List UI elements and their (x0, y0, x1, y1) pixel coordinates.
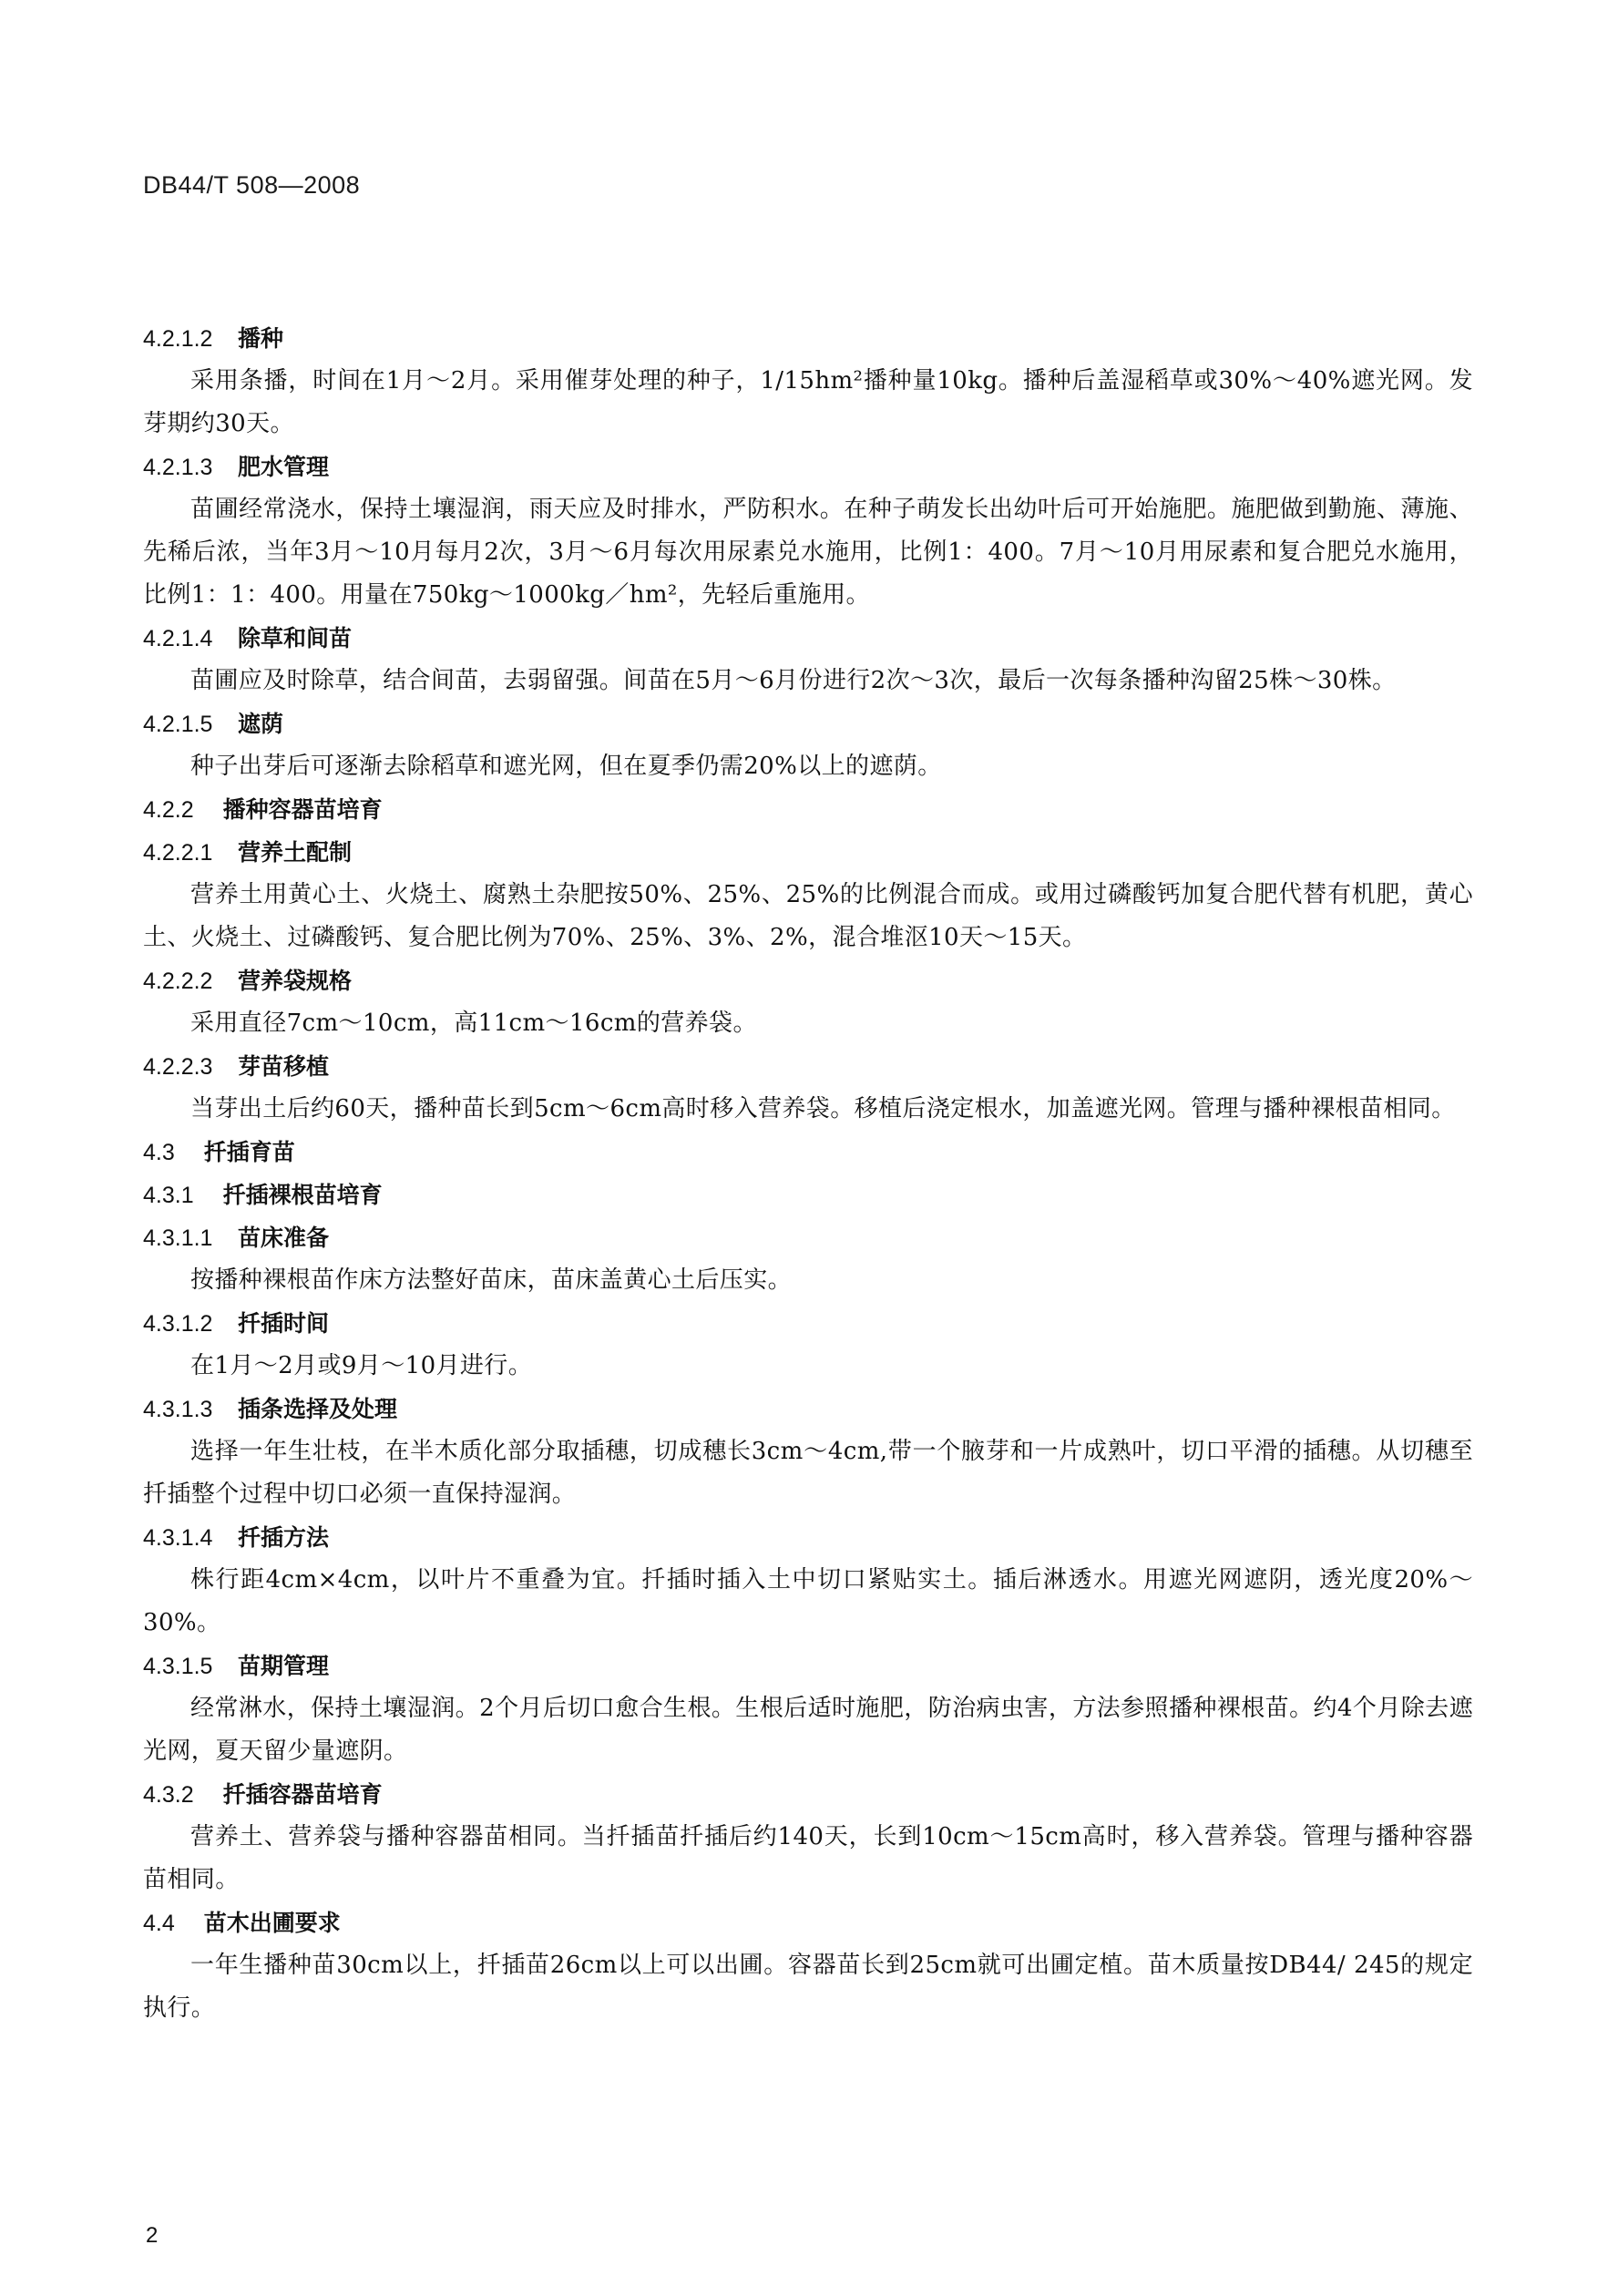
section-number: 4.3.1.1 (143, 1225, 213, 1251)
section-paragraph: 营养土、营养袋与播种容器苗相同。当扦插苗扦插后约140天，长到10cm～15cm高时，移入营养袋。管理与播种容器苗相同。 (143, 1823, 1473, 1893)
section-title: 扦插方法 (238, 1524, 330, 1551)
section-number: 4.2.2 (143, 797, 194, 823)
section-title: 扦插裸根苗培育 (222, 1182, 383, 1208)
section-title: 营养土配制 (238, 839, 353, 866)
section-heading (143, 788, 1473, 831)
document-code: DB44/T 508—2008 (143, 171, 361, 199)
section-heading (143, 1045, 1473, 1088)
section-4-3-1-4 (143, 1516, 1473, 1645)
page-number: 2 (146, 2223, 159, 2248)
section-paragraph: 当芽出土后约60天，播种苗长到5cm～6cm高时移入营养袋。移植后浇定根水，加盖遮光网。管理与播种裸根苗相同。 (190, 1095, 1456, 1122)
section-4-2-1-5 (143, 702, 1473, 788)
section-paragraph: 一年生播种苗30cm以上，扦插苗26cm以上可以出圃。容器苗长到25cm就可出圃定植。苗木质量按DB44/ 245的规定执行。 (143, 1952, 1473, 2022)
section-4-2-1-4 (143, 617, 1473, 702)
section-heading (143, 1216, 1473, 1259)
section-4-3-2 (143, 1773, 1473, 1901)
section-heading (143, 1773, 1473, 1816)
section-title: 扦插容器苗培育 (222, 1781, 383, 1808)
section-4-3-1-2 (143, 1302, 1473, 1388)
section-4-3-1-3 (143, 1388, 1473, 1516)
section-heading (143, 1645, 1473, 1687)
section-paragraph: 株行距4cm×4cm，以叶片不重叠为宜。扦插时插入土中切口紧贴实土。插后淋透水。用遮光网遮阴，透光度20%～30%。 (143, 1566, 1473, 1636)
section-paragraph: 按播种裸根苗作床方法整好苗床，苗床盖黄心土后压实。 (190, 1266, 793, 1294)
section-heading (143, 1302, 1473, 1345)
section-4-2-1-2 (143, 317, 1473, 446)
section-title: 营养袋规格 (238, 968, 353, 994)
section-title: 扦插时间 (238, 1310, 330, 1337)
section-number: 4.3 (143, 1140, 175, 1165)
section-paragraph: 营养土用黄心土、火烧土、腐熟土杂肥按50%、25%、25%的比例混合而成。或用过磷酸钙加复合肥代替有机肥，黄心土、火烧土、过磷酸钙、复合肥比例为70%、25%、3%、2%，混合堆沤10天～15天。 (143, 881, 1473, 951)
section-number: 4.2.1.3 (143, 455, 213, 480)
section-number: 4.3.2 (143, 1782, 194, 1808)
section-4-3-1 (143, 1174, 1473, 1216)
section-4-3-1-1 (143, 1216, 1473, 1302)
section-number: 4.3.1.4 (143, 1525, 213, 1551)
section-4-4 (143, 1901, 1473, 2030)
section-paragraph: 采用条播，时间在1月～2月。采用催芽处理的种子，1/15hm²播种量10kg。播种后盖湿稻草或30%～40%遮光网。发芽期约30天。 (143, 367, 1473, 437)
section-title: 苗木出圃要求 (203, 1910, 341, 1936)
section-heading (143, 446, 1473, 488)
section-paragraph: 经常淋水，保持土壤湿润。2个月后切口愈合生根。生根后适时施肥，防治病虫害，方法参照播种裸根苗。约4个月除去遮光网，夏天留少量遮阴。 (143, 1695, 1473, 1765)
section-heading (143, 1388, 1473, 1430)
section-4-2-2-3 (143, 1045, 1473, 1131)
section-number: 4.2.1.4 (143, 626, 213, 651)
section-title: 播种 (238, 325, 284, 352)
section-heading (143, 1901, 1473, 1944)
section-heading (143, 959, 1473, 1002)
section-title: 播种容器苗培育 (222, 796, 383, 823)
section-heading (143, 1174, 1473, 1216)
section-number: 4.2.2.2 (143, 969, 213, 994)
section-title: 苗期管理 (238, 1653, 330, 1679)
section-paragraph: 苗圃应及时除草，结合间苗，去弱留强。间苗在5月～6月份进行2次～3次，最后一次每条播种沟留25株～30株。 (190, 667, 1397, 694)
section-heading (143, 617, 1473, 660)
section-number: 4.3.1.5 (143, 1654, 213, 1679)
section-4-2-2-1 (143, 831, 1473, 959)
document-body (143, 317, 1473, 2030)
section-paragraph: 采用直径7cm～10cm，高11cm～16cm的营养袋。 (190, 1010, 757, 1037)
section-title: 插条选择及处理 (238, 1396, 398, 1422)
section-number: 4.2.2.3 (143, 1054, 213, 1080)
section-paragraph: 苗圃经常浇水，保持土壤湿润，雨天应及时排水，严防积水。在种子萌发长出幼叶后可开始施肥。施肥做到勤施、薄施、先稀后浓，当年3月～10月每月2次，3月～6月每次用尿素兑水施用，比例1：400。7月～10月用尿素和复合肥兑水施用，比例1：1：400。用量在750kg～1000kg／hm²，先轻后重施用。 (143, 496, 1473, 609)
section-number: 4.3.1.3 (143, 1397, 213, 1422)
section-4-2-2-2 (143, 959, 1473, 1045)
section-title: 遮荫 (238, 711, 284, 737)
section-number: 4.3.1.2 (143, 1311, 213, 1337)
section-4-2-2 (143, 788, 1473, 831)
section-heading (143, 1131, 1473, 1174)
section-paragraph: 选择一年生壮枝，在半木质化部分取插穗，切成穗长3cm～4cm,带一个腋芽和一片成熟叶，切口平滑的插穗。从切穗至扦插整个过程中切口必须一直保持湿润。 (143, 1438, 1473, 1508)
section-4-3 (143, 1131, 1473, 1174)
section-number: 4.2.2.1 (143, 840, 213, 866)
section-heading (143, 702, 1473, 745)
section-title: 芽苗移植 (238, 1053, 330, 1080)
section-paragraph: 种子出芽后可逐渐去除稻草和遮光网，但在夏季仍需20%以上的遮荫。 (190, 753, 942, 780)
section-number: 4.3.1 (143, 1183, 194, 1208)
section-heading (143, 317, 1473, 360)
section-number: 4.2.1.2 (143, 326, 213, 352)
section-title: 除草和间苗 (238, 625, 353, 651)
section-4-2-1-3 (143, 446, 1473, 617)
section-title: 苗床准备 (238, 1225, 330, 1251)
section-number: 4.2.1.5 (143, 712, 213, 737)
section-4-3-1-5 (143, 1645, 1473, 1773)
section-paragraph: 在1月～2月或9月～10月进行。 (190, 1352, 533, 1379)
section-heading (143, 831, 1473, 874)
section-title: 扦插育苗 (203, 1139, 295, 1165)
section-title: 肥水管理 (238, 454, 330, 480)
section-heading (143, 1516, 1473, 1559)
section-number: 4.4 (143, 1911, 175, 1936)
